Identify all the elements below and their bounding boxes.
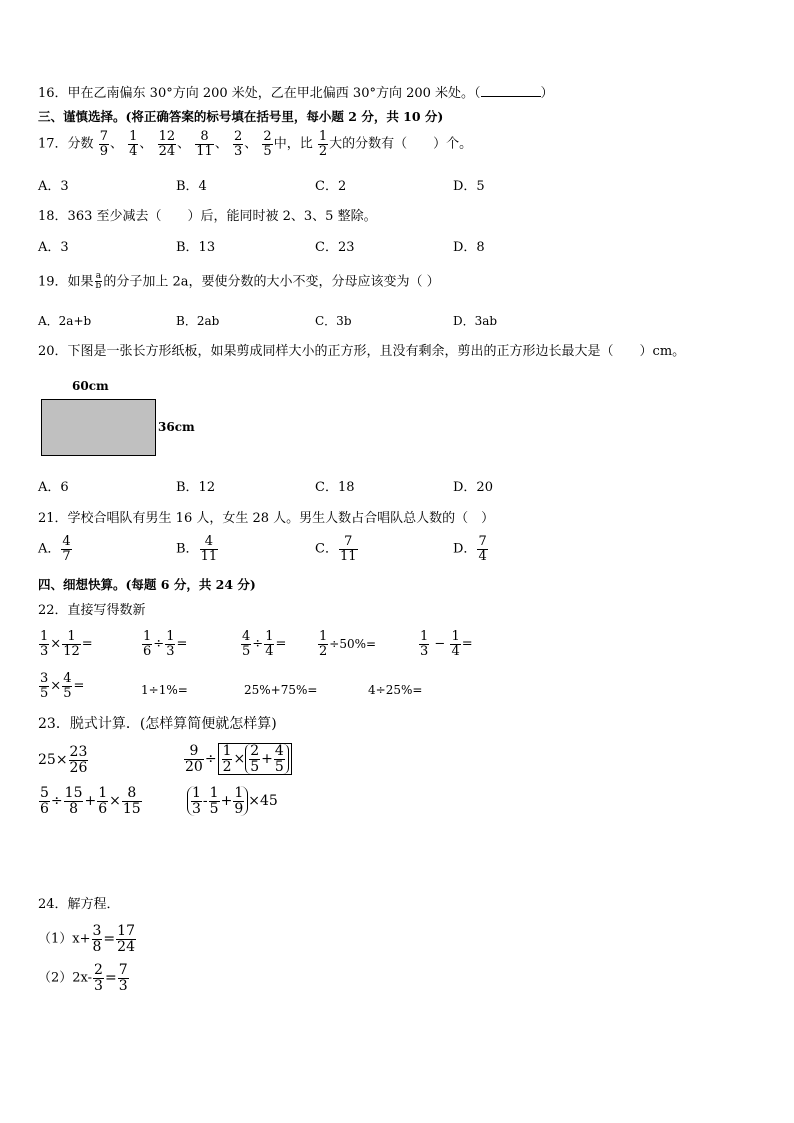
q19-prefix: 19．如果 bbox=[38, 274, 94, 290]
q20-option-d[interactable]: D．20 bbox=[453, 480, 493, 495]
q19-suffix: 的分子加上 2a，要使分数的大小不变，分母应该变为（ ） bbox=[103, 274, 440, 290]
q19-frac-a-over-b: $\frac{a}{b}$ bbox=[95, 271, 102, 292]
q19-option-c[interactable]: C．3b bbox=[315, 314, 352, 328]
q18-text: 18．363 至少减去（ ）后，能同时被 2、3、5 整除。 bbox=[38, 209, 377, 224]
q21-option-b[interactable]: B． $\frac{4}{11}$ bbox=[176, 534, 218, 564]
q17-sep: 、 bbox=[214, 136, 228, 152]
q22-expr-8[interactable]: 25%+75%= bbox=[244, 683, 318, 697]
q21-option-c-frac: $\frac{7}{11}$ bbox=[339, 534, 357, 564]
q17-compare-frac: $\frac{1}{2}$ bbox=[318, 129, 328, 159]
q17-frac-1: $\frac{7}{9}$ bbox=[99, 129, 108, 159]
q17-prefix: 17．分数 bbox=[38, 136, 94, 152]
q22-expr-3[interactable]: $\frac{4}{5}$ ÷ $\frac{1}{4}$ = bbox=[242, 629, 287, 659]
q23-expr-3[interactable]: $\frac{5}{6}$ ÷ $\frac{15}{8}$ + $\frac{1}{6}$ × $\frac{8}{15}$ bbox=[40, 785, 141, 817]
q21-option-a-frac: $\frac{4}{7}$ bbox=[62, 534, 71, 564]
q17-frac-6: $\frac{2}{5}$ bbox=[263, 129, 272, 159]
q17-option-d[interactable]: D．5 bbox=[453, 179, 485, 194]
q23-expr-2[interactable]: $\frac{9}{20}$ ÷ $\frac{1}{2}$ × $\frac{2}{5}$ + $\frac{4}{5}$ bbox=[183, 743, 293, 775]
q17-line bbox=[38, 130, 472, 158]
q24-equation-2[interactable]: （2）2x- $\frac{2}{3}$ = $\frac{7}{3}$ bbox=[38, 962, 128, 994]
q21-text: 21．学校合唱队有男生 16 人，女生 28 人。男生人数占合唱队总人数的（ ） bbox=[38, 511, 495, 526]
q20-height-label: 36cm bbox=[158, 420, 195, 434]
q23-expr-4[interactable]: $\frac{1}{3}$ - $\frac{1}{5}$ + $\frac{1}{9}$ ×45 bbox=[187, 786, 278, 816]
q17-frac-5: $\frac{2}{3}$ bbox=[233, 129, 243, 159]
q22-expr-1[interactable]: $\frac{1}{3}$ × $\frac{1}{12}$ = bbox=[40, 629, 93, 659]
q21-option-d[interactable]: D． $\frac{7}{4}$ bbox=[453, 534, 487, 564]
q24-equation-1[interactable]: （1）x+ $\frac{3}{8}$ = $\frac{17}{24}$ bbox=[38, 923, 135, 955]
q17-sep: 、 bbox=[244, 136, 258, 152]
q22-expr-2[interactable]: $\frac{1}{6}$ ÷ $\frac{1}{3}$ = bbox=[143, 629, 188, 659]
q21-option-c[interactable]: C． $\frac{7}{11}$ bbox=[315, 534, 357, 564]
q20-rectangle bbox=[41, 399, 156, 456]
q17-sep: 、 bbox=[177, 136, 191, 152]
q17-option-a[interactable]: A．3 bbox=[38, 179, 69, 194]
q17-frac-2: $\frac{1}{4}$ bbox=[129, 129, 138, 159]
q17-suffix: 大的分数有（ ）个。 bbox=[329, 136, 473, 152]
q20-option-b[interactable]: B．12 bbox=[176, 480, 216, 495]
q16-close: ） bbox=[540, 86, 554, 101]
q17-sep: 、 bbox=[139, 136, 153, 152]
q19-line bbox=[38, 272, 440, 292]
q18-option-a[interactable]: A．3 bbox=[38, 240, 69, 255]
q17-frac-4: $\frac{8}{11}$ bbox=[196, 129, 213, 159]
q22-title: 22．直接写得数新 bbox=[38, 603, 146, 618]
q20-option-c[interactable]: C．18 bbox=[315, 480, 355, 495]
q23-expr-1[interactable]: 25× $\frac{23}{26}$ bbox=[38, 744, 88, 776]
q22-expr-9[interactable]: 4÷25%= bbox=[368, 683, 423, 697]
q19-option-b[interactable]: B．2ab bbox=[176, 314, 220, 328]
q16-line bbox=[38, 85, 554, 100]
q16-answer-blank[interactable] bbox=[481, 85, 541, 97]
q18-option-d[interactable]: D．8 bbox=[453, 240, 485, 255]
q22-expr-5[interactable]: $\frac{1}{3}$ − $\frac{1}{4}$ = bbox=[420, 629, 473, 659]
section3-heading: 三、谨慎选择。(将正确答案的标号填在括号里，每小题 2 分，共 10 分) bbox=[38, 109, 444, 124]
q22-expr-4[interactable]: $\frac{1}{2}$ ÷50%= bbox=[319, 629, 377, 659]
q18-option-c[interactable]: C．23 bbox=[315, 240, 355, 255]
q17-mid: 中，比 bbox=[273, 136, 313, 152]
q20-option-a[interactable]: A．6 bbox=[38, 480, 69, 495]
q16-text: 16．甲在乙南偏东 30°方向 200 米处，乙在甲北偏西 30°方向 200 米处。（ bbox=[38, 86, 481, 101]
q18-option-b[interactable]: B．13 bbox=[176, 240, 216, 255]
q17-sep: 、 bbox=[109, 136, 123, 152]
q19-option-d[interactable]: D．3ab bbox=[453, 314, 498, 328]
q20-width-label: 60cm bbox=[72, 379, 109, 393]
q20-text: 20．下图是一张长方形纸板，如果剪成同样大小的正方形，且没有剩余，剪出的正方形边长最大是（ ）cm。 bbox=[38, 344, 686, 359]
q21-option-b-frac: $\frac{4}{11}$ bbox=[200, 534, 218, 564]
q22-expr-6[interactable]: $\frac{3}{5}$ × $\frac{4}{5}$ = bbox=[40, 671, 85, 701]
q17-option-c[interactable]: C．2 bbox=[315, 179, 347, 194]
q21-option-a[interactable]: A． $\frac{4}{7}$ bbox=[38, 534, 71, 564]
q21-option-d-frac: $\frac{7}{4}$ bbox=[478, 534, 487, 564]
q23-title: 23．脱式计算．(怎样算简便就怎样算) bbox=[38, 716, 277, 732]
q17-option-b[interactable]: B．4 bbox=[176, 179, 207, 194]
q19-option-a[interactable]: A．2a+b bbox=[38, 314, 92, 328]
section4-heading: 四、细想快算。(每题 6 分，共 24 分) bbox=[38, 577, 256, 592]
q22-expr-7[interactable]: 1÷1%= bbox=[141, 683, 188, 697]
q24-title: 24．解方程． bbox=[38, 897, 120, 912]
q17-frac-3: $\frac{12}{24}$ bbox=[158, 129, 176, 159]
